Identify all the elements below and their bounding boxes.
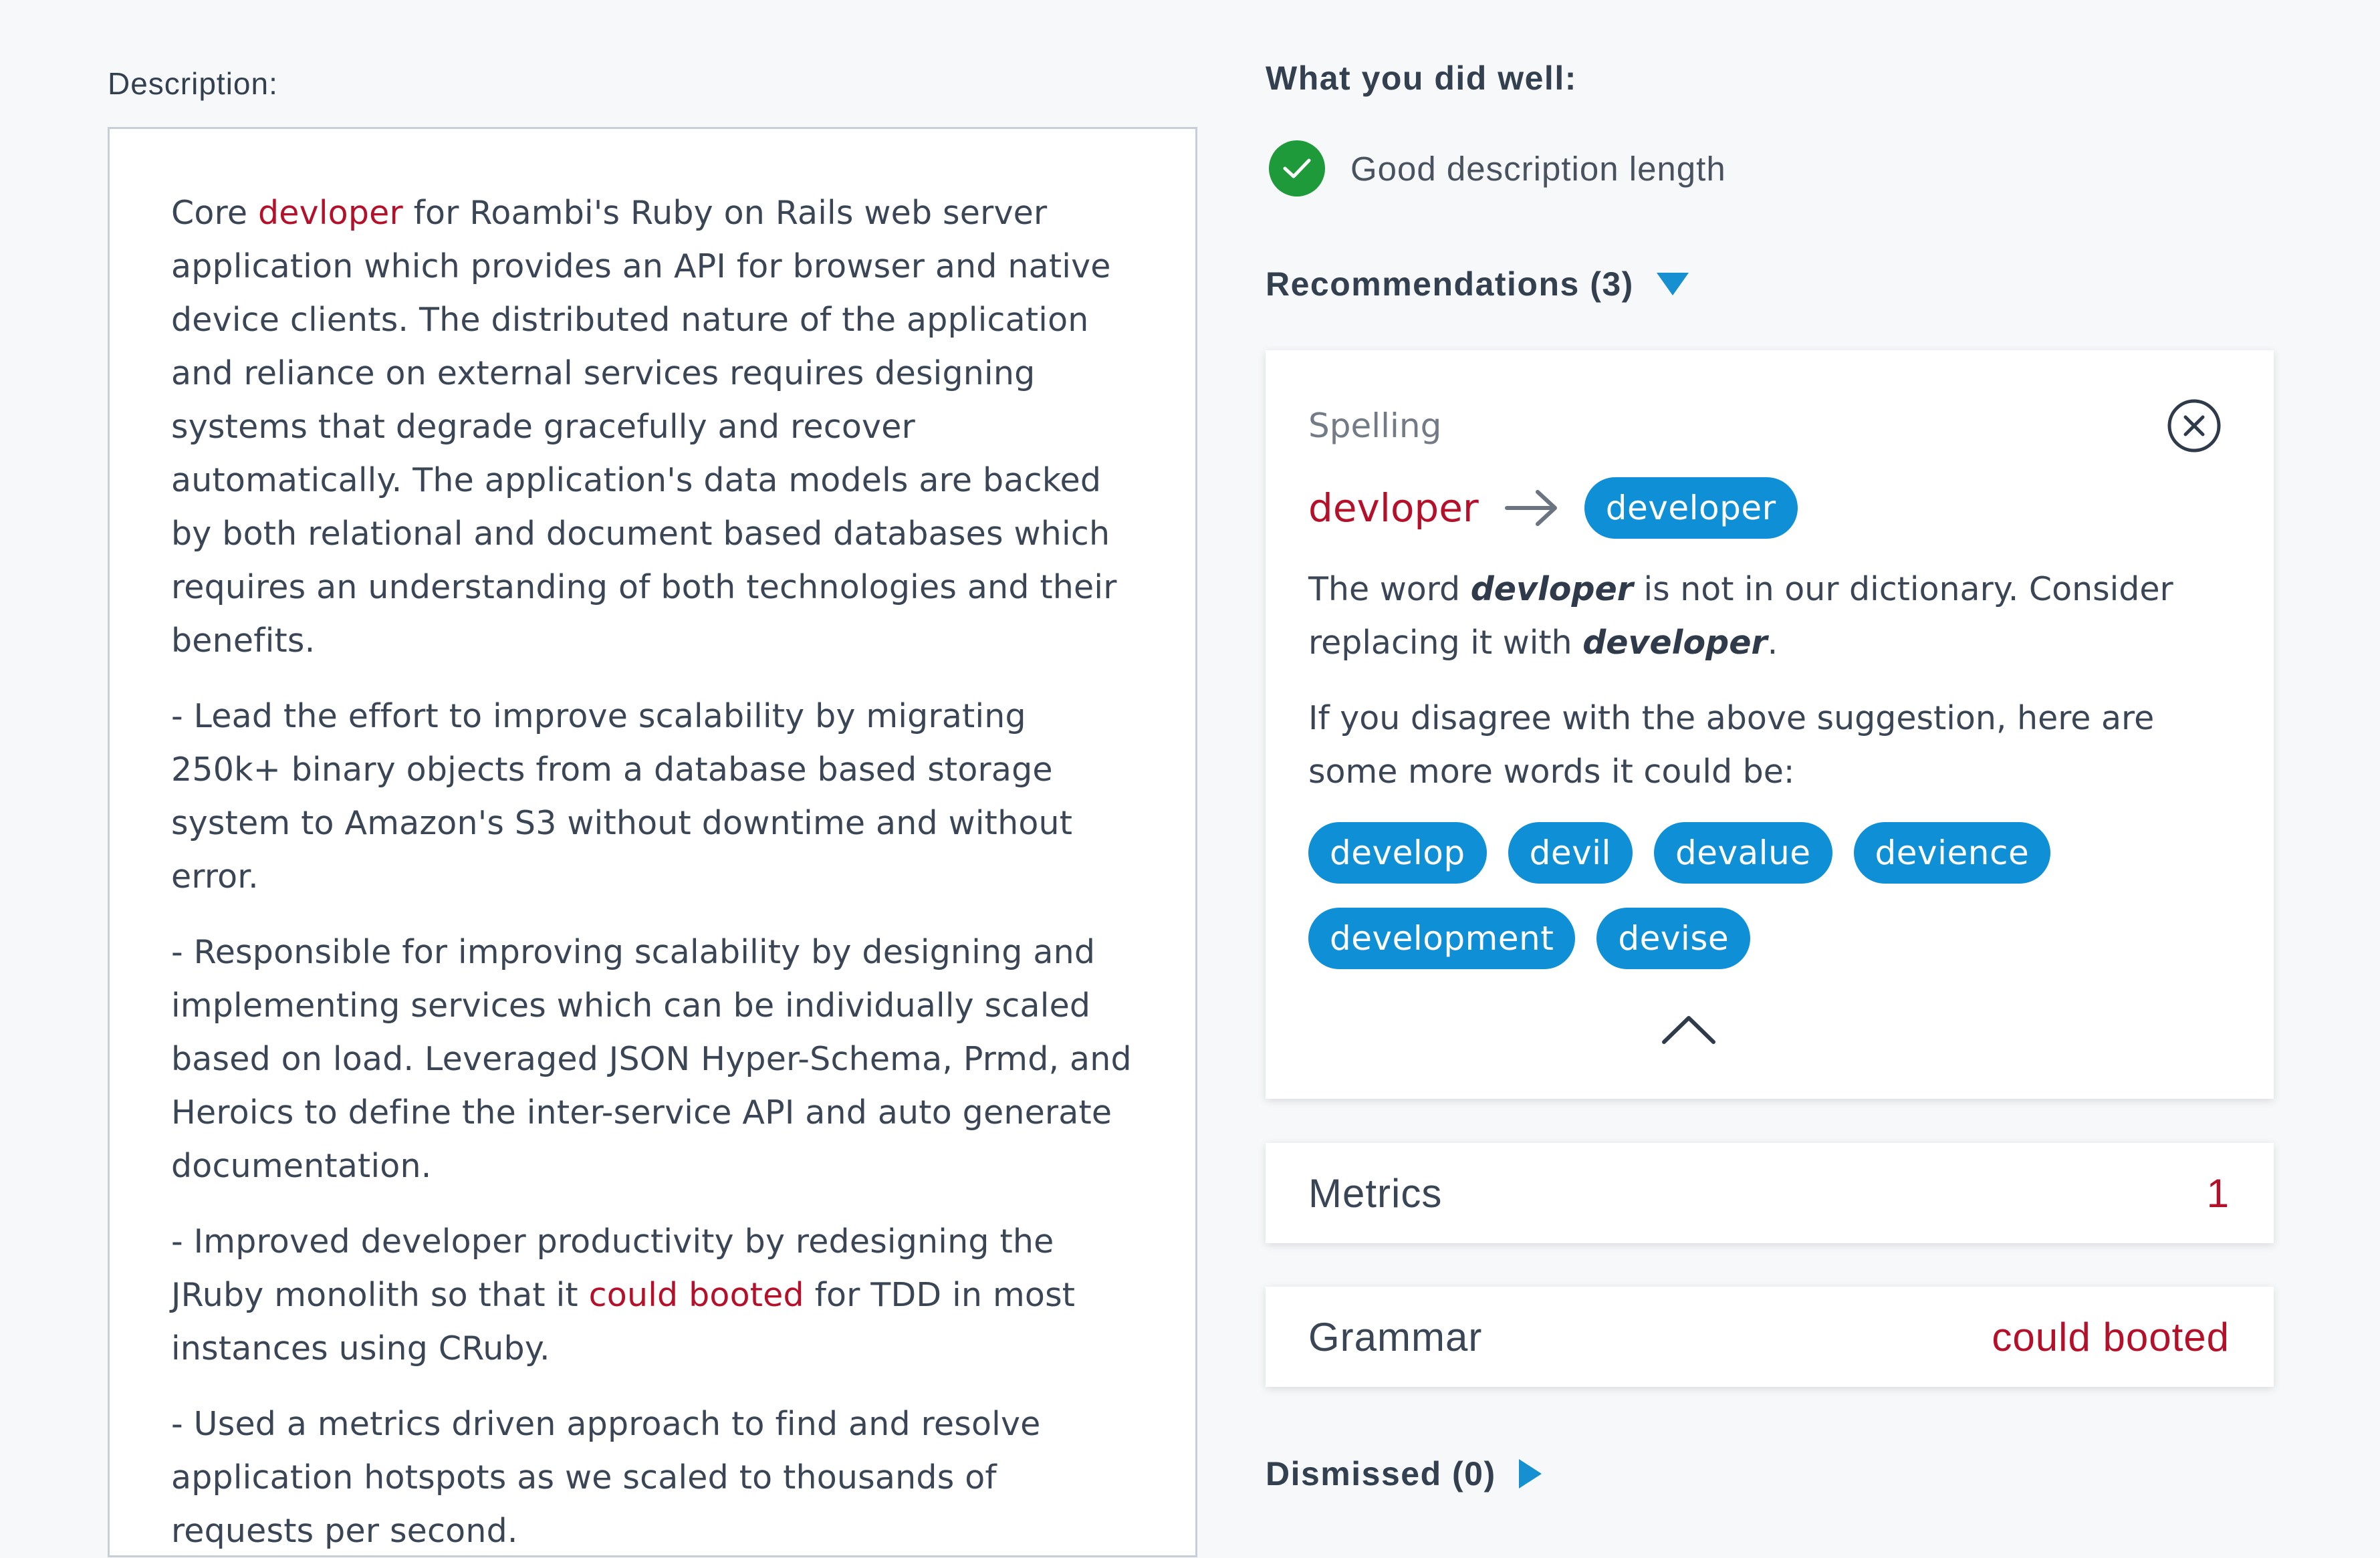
alternative-suggestions [1308,822,2244,969]
message-misspelled-word: devloper [1470,570,1633,608]
description-text [171,186,1142,1558]
triangle-right-icon [1519,1459,1542,1488]
description-text-segment: - Used a metrics driven approach to find and resolve application hotspots as we scaled to thousands of requests per second. [171,1405,1041,1550]
grammar-label: Grammar [1308,1314,1483,1359]
metrics-value: 1 [2206,1170,2230,1216]
flagged-text[interactable]: could booted [588,1276,804,1314]
grammar-value: could booted [1992,1314,2230,1359]
correction-row [1308,477,1798,539]
suggestion-chip[interactable]: developer [1584,477,1798,539]
did-well-item-text: Good description length [1350,149,1726,188]
dismissed-toggle[interactable] [1266,1454,1542,1493]
dismiss-button[interactable] [2167,398,2222,453]
description-text-segment: - Responsible for improving scalability by designing and implementing services which can be individually scaled based on load. Leveraged JSON Hyper-Schema, Prmd, and Heroics to define the inter-service API and auto generate documentation. [171,933,1132,1185]
description-label: Description: [108,66,278,101]
description-text-segment: - Lead the effort to improve scalability by migrating 250k+ binary objects from a database based storage system to Amazon's S3 without downtime and without error. [171,697,1073,896]
did-well-item [1269,140,1726,197]
alternative-chip[interactable]: devise [1596,908,1750,969]
description-text-segment: - Improved developer productivity by redesigning the JRuby monolith so that it [171,1222,1054,1314]
message-text: is not in our dictionary. Consider replacing it with [1308,570,2173,662]
check-icon [1269,140,1325,197]
description-paragraph [171,1398,1142,1558]
description-paragraph [171,1215,1142,1376]
metrics-card[interactable] [1266,1143,2274,1243]
alternative-chip[interactable]: devil [1508,822,1633,884]
close-circle-icon [2167,398,2222,453]
description-paragraph [171,690,1142,904]
dismissed-heading: Dismissed (0) [1266,1455,1496,1492]
card-category: Spelling [1308,406,1442,445]
alternative-chip[interactable]: develop [1308,822,1487,884]
description-text-segment: for TDD in most instances using CRuby. [171,1276,1076,1368]
message-text: . [1767,624,1778,662]
recommendations-heading: Recommendations (3) [1266,265,1634,303]
description-text-area[interactable] [108,127,1197,1557]
flagged-text[interactable]: devloper [257,194,403,232]
recommendations-toggle[interactable] [1266,265,1689,303]
spelling-recommendation-card [1266,350,2274,1099]
spelling-message [1308,563,2238,670]
message-text: The word [1308,570,1471,608]
metrics-label: Metrics [1308,1170,1443,1216]
alternative-chip[interactable]: development [1308,908,1575,969]
description-paragraph [171,926,1142,1193]
did-well-heading: What you did well: [1266,59,1577,97]
alternative-chip[interactable]: devalue [1654,822,1832,884]
misspelled-word: devloper [1308,485,1479,531]
description-text-segment: for Roambi's Ruby on Rails web server application which provides an API for browser and native device clients. The distributed nature of the application and reliance on external services requires designing systems that degrade gracefully and recover automatically. The application's data models are backed by both relational and document based databases which requires an understanding of both technologies and their benefits. [171,194,1117,660]
description-paragraph [171,186,1142,668]
alternative-chip[interactable]: devience [1854,822,2051,884]
description-text-segment: Core [171,194,258,232]
collapse-button[interactable] [1652,1009,1726,1049]
alternatives-intro: If you disagree with the above suggestion, here are some more words it could be: [1308,699,2155,791]
message-suggested-word: developer [1582,624,1768,662]
grammar-card[interactable] [1266,1287,2274,1387]
arrow-right-icon [1504,488,1559,528]
triangle-down-icon [1657,273,1689,295]
chevron-up-icon [1652,1009,1726,1049]
